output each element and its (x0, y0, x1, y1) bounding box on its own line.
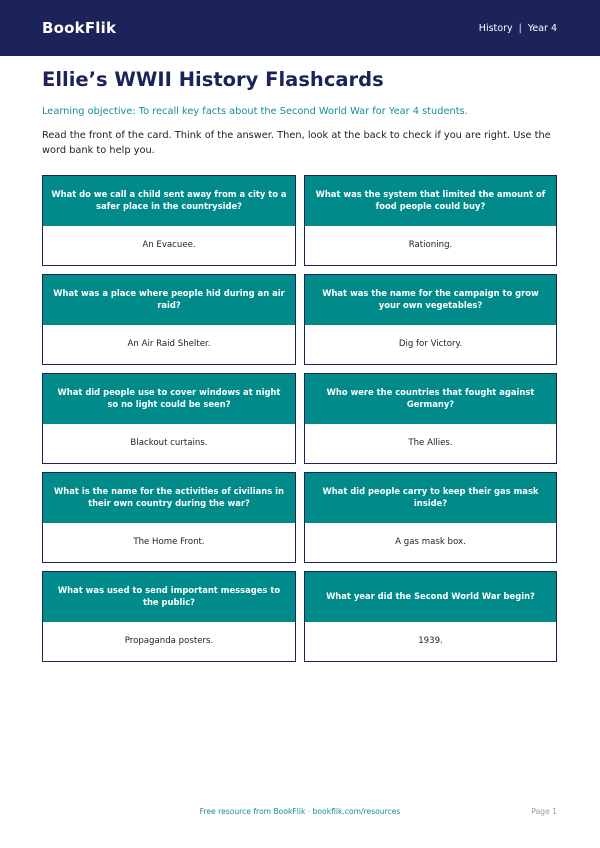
flashcard[interactable] (42, 175, 296, 266)
flashcard[interactable] (304, 175, 557, 266)
flashcard-question: What was a place where people hid during an air raid? (43, 275, 295, 325)
flashcard[interactable] (42, 274, 296, 365)
flashcard-question: What did people use to cover windows at night so no light could be seen? (43, 374, 295, 424)
instructions: Read the front of the card. Think of the answer. Then, look at the back to check if you are right. Use the word bank to help you. (42, 130, 551, 157)
flashcard-answer: An Air Raid Shelter. (127, 339, 211, 350)
flashcard-grid (42, 175, 558, 662)
page-number: Page 1 (531, 807, 557, 816)
flashcard-answer: Rationing. (408, 240, 453, 251)
breadcrumb-subject[interactable]: History (478, 22, 513, 34)
header-bar (0, 0, 600, 56)
flashcard-question: What was used to send important messages to the public? (43, 572, 295, 622)
flashcard-question: What do we call a child sent away from a city to a safer place in the countryside? (43, 176, 295, 226)
flashcard[interactable] (304, 472, 557, 563)
page-title: Ellie’s WWII History Flashcards (42, 68, 384, 91)
flashcard-question: What was the name for the campaign to grow your own vegetables? (305, 275, 556, 325)
brand-logo[interactable]: BookFlik (42, 19, 117, 37)
breadcrumb (479, 23, 557, 34)
footer-credit[interactable]: Free resource from BookFlik · bookflik.com/resources (199, 807, 401, 816)
flashcard-answer: Dig for Victory. (398, 339, 463, 350)
flashcard-answer: The Home Front. (133, 537, 205, 548)
flashcard-answer: A gas mask box. (395, 537, 466, 548)
flashcard-question: Who were the countries that fought against Germany? (305, 374, 556, 424)
flashcard-answer: Blackout curtains. (130, 438, 208, 449)
flashcard[interactable] (304, 571, 557, 662)
flashcard-question: What is the name for the activities of civilians in their own country during the war? (43, 473, 295, 523)
flashcard-question: What did people carry to keep their gas mask inside? (305, 473, 556, 523)
flashcard-answer: An Evacuee. (142, 240, 196, 251)
flashcard-question: What year did the Second World War begin? (305, 572, 556, 622)
main-content (0, 66, 600, 662)
learning-objective: Learning objective: To recall key facts about the Second World War for Year 4 students. (42, 106, 468, 118)
flashcard[interactable] (42, 472, 296, 563)
flashcard-answer: Propaganda posters. (124, 636, 214, 647)
flashcard[interactable] (42, 571, 296, 662)
flashcard[interactable] (304, 373, 557, 464)
breadcrumb-separator: | (518, 22, 522, 34)
flashcard-question: What was the system that limited the amount of food people could buy? (305, 176, 556, 226)
flashcard[interactable] (304, 274, 557, 365)
breadcrumb-year[interactable]: Year 4 (527, 22, 557, 34)
flashcard-answer: 1939. (418, 636, 443, 647)
flashcard[interactable] (42, 373, 296, 464)
flashcard-answer: The Allies. (408, 438, 453, 449)
